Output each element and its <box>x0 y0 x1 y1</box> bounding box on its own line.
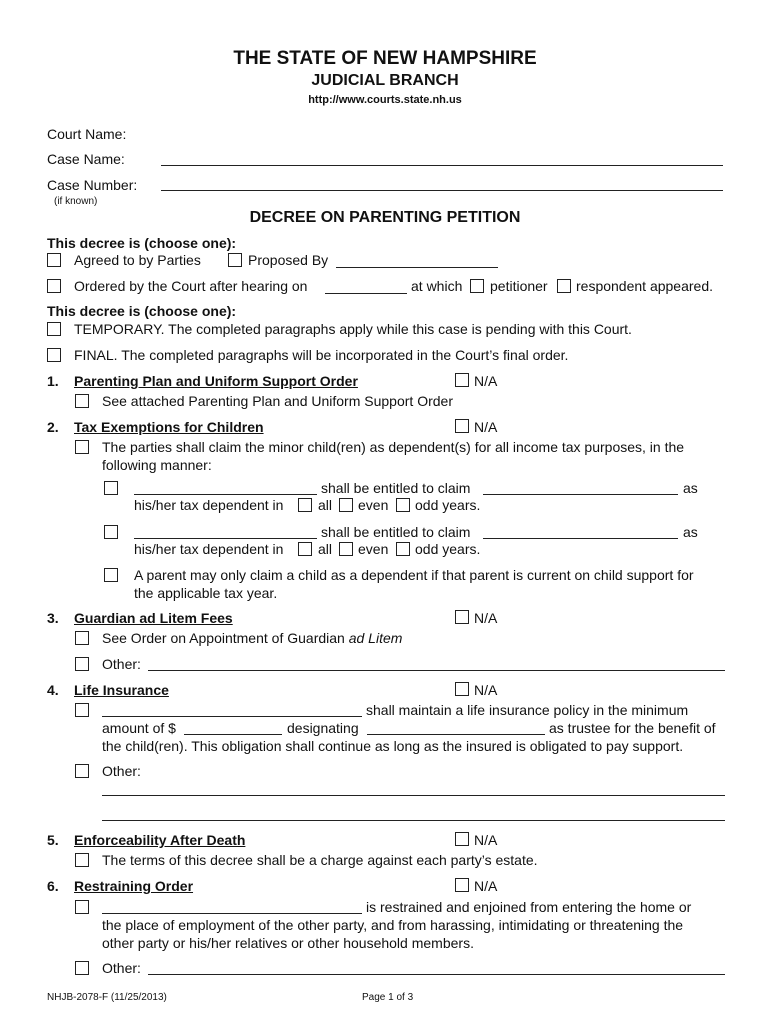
section-4-title: Life Insurance <box>74 682 169 698</box>
agreed-label: Agreed to by Parties <box>74 252 201 268</box>
decree-type-heading-1: This decree is (choose one): <box>47 235 237 251</box>
tax-option-b-odd-checkbox[interactable] <box>396 542 410 556</box>
section-3-title: Guardian ad Litem Fees <box>74 610 233 626</box>
tax-option-a-odd-label: odd years. <box>415 497 481 513</box>
estate-charge-label: The terms of this decree shall be a charge against each party’s estate. <box>102 852 538 868</box>
amount-field[interactable] <box>184 734 282 735</box>
tax-option-b-even-label: even <box>358 541 389 557</box>
section-1-title: Parenting Plan and Uniform Support Order <box>74 373 358 389</box>
petitioner-label: petitioner <box>490 278 548 294</box>
life-insurance-line-1: shall maintain a life insurance policy in the minimum <box>366 702 689 718</box>
section-2-title: Tax Exemptions for Children <box>74 419 264 435</box>
ordered-checkbox[interactable] <box>47 279 61 293</box>
gal-order-checkbox[interactable] <box>75 631 89 645</box>
tax-option-a-even-checkbox[interactable] <box>339 498 353 512</box>
trustee-field[interactable] <box>367 734 545 735</box>
page-number: Page 1 of 3 <box>362 992 414 1003</box>
hearing-date-field[interactable] <box>325 293 407 294</box>
section-6-other-checkbox[interactable] <box>75 961 89 975</box>
respondent-label: respondent appeared. <box>576 278 713 294</box>
parenting-plan-label: See attached Parenting Plan and Uniform Support Order <box>102 393 453 409</box>
proposed-by-label: Proposed By <box>248 252 329 268</box>
section-1-na-checkbox[interactable] <box>455 373 469 387</box>
section-4-other-label: Other: <box>102 763 141 779</box>
trustee-label: as trustee for the benefit of <box>549 720 716 736</box>
section-2-na-checkbox[interactable] <box>455 419 469 433</box>
section-3-na-label: N/A <box>474 610 498 626</box>
tax-claim-checkbox[interactable] <box>75 440 89 454</box>
section-4-other-field-2[interactable] <box>102 820 725 821</box>
petitioner-checkbox[interactable] <box>470 279 484 293</box>
section-4-number: 4. <box>47 682 59 698</box>
tax-option-b-dependent-label: his/her tax dependent in <box>134 541 284 557</box>
parenting-plan-checkbox[interactable] <box>75 394 89 408</box>
final-checkbox[interactable] <box>47 348 61 362</box>
section-1-number: 1. <box>47 373 59 389</box>
section-3-other-label: Other: <box>102 656 141 672</box>
proposed-by-checkbox[interactable] <box>228 253 242 267</box>
gal-order-label <box>102 630 402 646</box>
section-6-na-label: N/A <box>474 878 498 894</box>
court-name-label: Court Name: <box>47 126 127 142</box>
temporary-checkbox[interactable] <box>47 322 61 336</box>
tax-option-a-dependent-label: his/her tax dependent in <box>134 497 284 513</box>
section-6-title: Restraining Order <box>74 878 194 894</box>
life-insurance-line-3: the child(ren). This obligation shall continue as long as the insured is obligated to pay support. <box>102 738 684 754</box>
tax-option-a-child-field[interactable] <box>483 494 678 495</box>
section-3-other-field[interactable] <box>148 670 725 671</box>
section-6-other-label: Other: <box>102 960 141 976</box>
agreed-checkbox[interactable] <box>47 253 61 267</box>
section-6-na-checkbox[interactable] <box>455 878 469 892</box>
case-name-label: Case Name: <box>47 151 125 167</box>
section-6-number: 6. <box>47 878 59 894</box>
insured-party-field[interactable] <box>102 716 362 717</box>
amount-label: amount of $ <box>102 720 176 736</box>
respondent-checkbox[interactable] <box>557 279 571 293</box>
section-4-na-label: N/A <box>474 682 498 698</box>
branch-heading: JUDICIAL BRANCH <box>311 72 459 89</box>
tax-current-support-line-1: A parent may only claim a child as a dependent if that parent is current on child support for <box>134 567 694 583</box>
tax-option-a-all-label: all <box>318 497 333 513</box>
tax-option-b-all-label: all <box>318 541 333 557</box>
temporary-label: TEMPORARY. The completed paragraphs apply while this case is pending with this Court. <box>74 321 632 337</box>
tax-option-b-even-checkbox[interactable] <box>339 542 353 556</box>
section-4-na-checkbox[interactable] <box>455 682 469 696</box>
section-5-na-label: N/A <box>474 832 498 848</box>
tax-option-b-claim-label: shall be entitled to claim <box>321 524 471 540</box>
tax-option-b-odd-label: odd years. <box>415 541 481 557</box>
form-title: DECREE ON PARENTING PETITION <box>249 209 521 226</box>
tax-current-support-line-2: the applicable tax year. <box>134 585 278 601</box>
restraining-line-2: the place of employment of the other party, and from harassing, intimidating or threatening the <box>102 917 684 933</box>
tax-option-a-checkbox[interactable] <box>104 481 118 495</box>
case-number-label: Case Number: <box>47 177 138 193</box>
decree-type-heading-2: This decree is (choose one): <box>47 303 237 319</box>
gal-order-text: See Order on Appointment of Guardian <box>102 630 345 646</box>
tax-option-a-all-checkbox[interactable] <box>298 498 312 512</box>
tax-option-b-checkbox[interactable] <box>104 525 118 539</box>
section-5-title: Enforceability After Death <box>74 832 246 848</box>
proposed-by-field[interactable] <box>336 267 498 268</box>
tax-intro-line-2: following manner: <box>102 457 212 473</box>
tax-option-a-odd-checkbox[interactable] <box>396 498 410 512</box>
designating-label: designating <box>287 720 359 736</box>
section-1-na-label: N/A <box>474 373 498 389</box>
tax-option-b-all-checkbox[interactable] <box>298 542 312 556</box>
tax-option-a-as-label: as <box>683 480 698 496</box>
section-3-number: 3. <box>47 610 59 626</box>
tax-option-b-as-label: as <box>683 524 698 540</box>
tax-current-support-checkbox[interactable] <box>104 568 118 582</box>
tax-option-a-claim-label: shall be entitled to claim <box>321 480 471 496</box>
restraining-order-checkbox[interactable] <box>75 900 89 914</box>
life-insurance-checkbox[interactable] <box>75 703 89 717</box>
case-name-field[interactable] <box>161 165 723 166</box>
restraining-line-1: is restrained and enjoined from entering the home or <box>366 899 692 915</box>
court-url: http://www.courts.state.nh.us <box>308 94 462 106</box>
form-id: NHJB-2078-F (11/25/2013) <box>47 992 167 1003</box>
at-which-label: at which <box>411 278 463 294</box>
section-5-na-checkbox[interactable] <box>455 832 469 846</box>
section-3-other-checkbox[interactable] <box>75 657 89 671</box>
tax-option-b-parent-field[interactable] <box>134 538 317 539</box>
tax-option-a-parent-field[interactable] <box>134 494 317 495</box>
case-number-field[interactable] <box>161 190 723 191</box>
gal-order-italic: ad Litem <box>348 630 403 646</box>
section-6-other-field[interactable] <box>148 974 725 975</box>
restraining-line-3: other party or his/her relatives or other household members. <box>102 935 474 951</box>
ordered-label: Ordered by the Court after hearing on <box>74 278 308 294</box>
section-2-number: 2. <box>47 419 59 435</box>
tax-option-a-even-label: even <box>358 497 389 513</box>
section-4-other-field-1[interactable] <box>102 795 725 796</box>
tax-intro-line-1: The parties shall claim the minor child(ren) as dependent(s) for all income tax purposes, in the <box>102 439 685 455</box>
section-2-na-label: N/A <box>474 419 498 435</box>
tax-option-b-child-field[interactable] <box>483 538 678 539</box>
if-known-note: (if known) <box>54 196 98 207</box>
restrained-party-field[interactable] <box>102 913 362 914</box>
section-5-number: 5. <box>47 832 59 848</box>
section-3-na-checkbox[interactable] <box>455 610 469 624</box>
final-label: FINAL. The completed paragraphs will be incorporated in the Court’s final order. <box>74 347 569 363</box>
state-heading: THE STATE OF NEW HAMPSHIRE <box>233 48 537 69</box>
section-4-other-checkbox[interactable] <box>75 764 89 778</box>
estate-charge-checkbox[interactable] <box>75 853 89 867</box>
